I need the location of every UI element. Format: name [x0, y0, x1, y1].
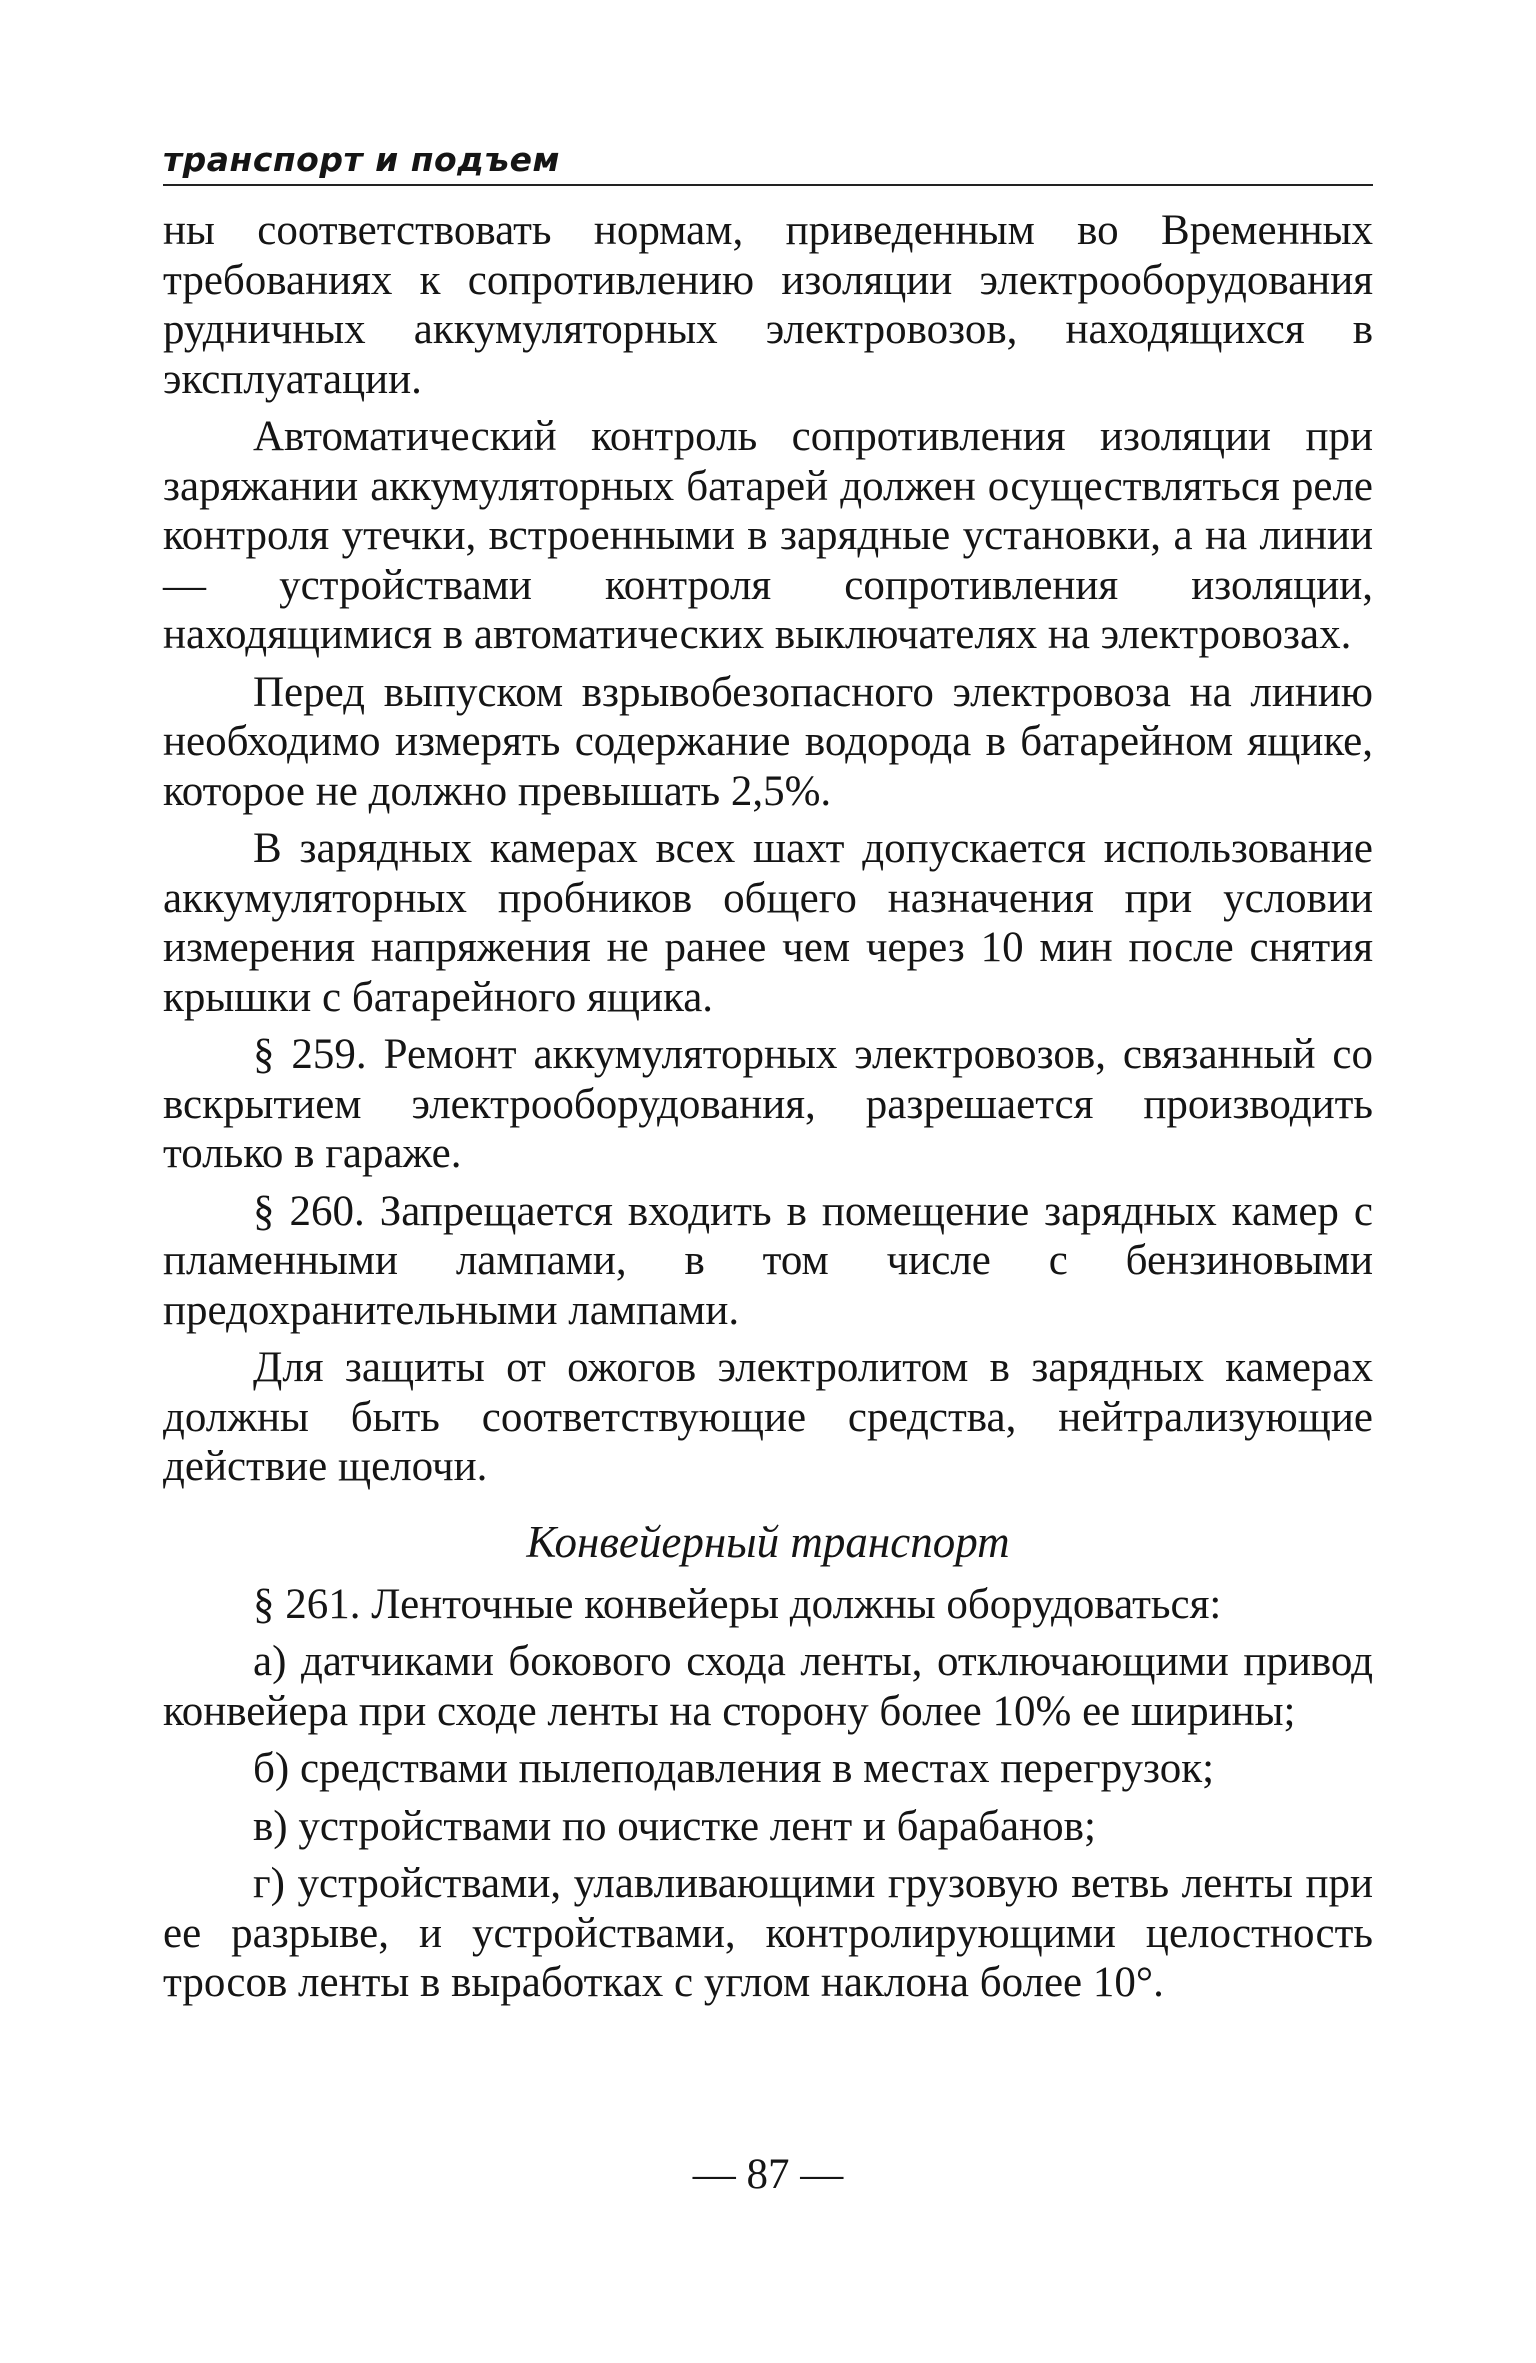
paragraph: В зарядных камерах всех шахт допускается использование аккумуляторных пробников общего назначения при условии измерения напряжения не ранее чем через 10 мин после снятия крышки с батарейного ящика.	[163, 825, 1373, 1021]
paragraph: Автоматический контроль сопротивления изоляции при заряжании аккумуляторных батарей должен осуществляться реле контроля утечки, встроенными в зарядные установки, а на линии — устройствами контроля сопротивления изоляции, находящимися в автоматических выключателях на электровозах.	[163, 413, 1373, 658]
paragraph: Перед выпуском взрывобезопасного электровоза на линию необходимо измерять содержание водорода в батарейном ящике, которое не должно превышать 2,5%.	[163, 668, 1373, 815]
book-page	[163, 140, 1373, 2016]
paragraph-continuation: ны соответствовать нормам, приведенным во Временных требованиях к сопротивлению изоляции электрооборудования рудничных аккумуляторных электровозов, находящихся в эксплуатации.	[163, 207, 1373, 403]
list-item-g: г) устройствами, улавливающими грузовую ветвь ленты при ее разрыве, и устройствами, контролирующими целостность тросов ленты в выработках с углом наклона более 10°.	[163, 1860, 1373, 2006]
list-item-v: в) устройствами по очистке лент и барабанов;	[253, 1802, 1096, 1850]
list-item-b: б) средствами пылеподавления в местах перегрузок;	[253, 1745, 1215, 1792]
page-number: — 87 —	[692, 2151, 844, 2198]
paragraph: Для защиты от ожогов электролитом в зарядных камерах должны быть соответствующие средства, нейтрализующие действие щелочи.	[163, 1344, 1373, 1490]
paragraph-section-259: § 259. Ремонт аккумуляторных электровозов, связанный со вскрытием электрооборудования, разрешается производить только в гараже.	[163, 1031, 1373, 1177]
section-title: Конвейерный транспорт	[526, 1516, 1010, 1567]
paragraph-section-260: § 260. Запрещается входить в помещение зарядных камер с пламенными лампами, в том числе с бензиновыми предохранительными лампами.	[163, 1187, 1373, 1334]
running-head: транспорт и подъем	[163, 140, 1373, 186]
paragraph-section-261: § 261. Ленточные конвейеры должны оборудоваться:	[253, 1580, 1222, 1628]
body-text	[163, 206, 1373, 2008]
list-item-a: а) датчиками бокового схода ленты, отключающими привод конвейера при сходе ленты на сторону более 10% ее ширины;	[163, 1638, 1373, 1735]
